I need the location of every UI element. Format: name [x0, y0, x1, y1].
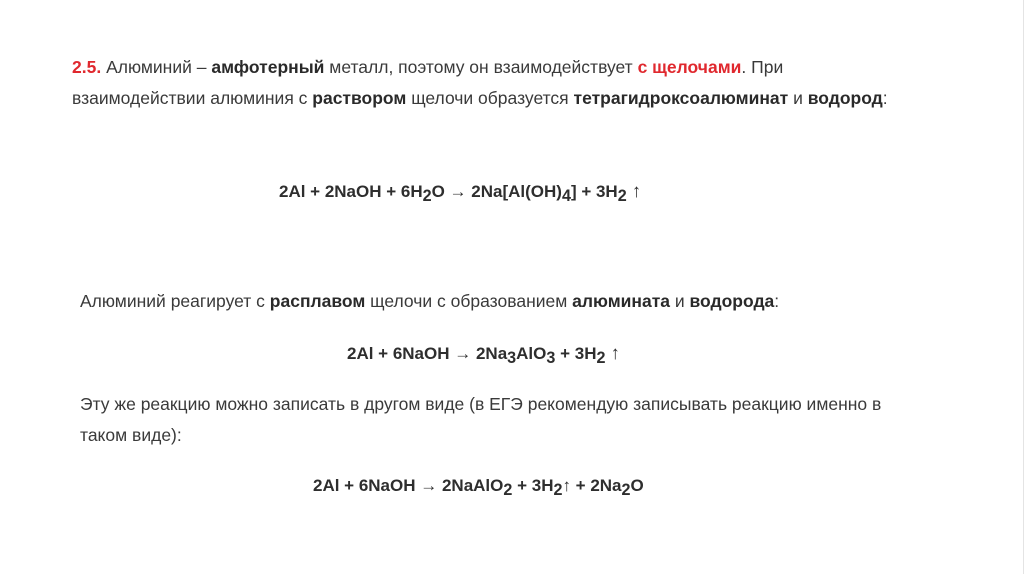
text-span: и	[670, 291, 690, 311]
eq-part: O → 2Na[Al(OH)	[431, 182, 562, 201]
bold-term-aluminate: алюмината	[572, 291, 671, 311]
text-span: Алюминий –	[101, 57, 212, 77]
eq-subscript: 3	[546, 349, 556, 368]
paragraph-amphoteric	[72, 52, 892, 114]
bold-term-hydrogen: водород	[807, 88, 883, 108]
text-span: :	[774, 291, 780, 311]
eq-subscript: 2	[422, 187, 432, 206]
text-span: щелочи образуется	[406, 88, 574, 108]
bold-term-tetrahydroxoaluminate: тетрагидроксоалюминат	[573, 88, 789, 108]
bold-term-melt: расплавом	[269, 291, 366, 311]
eq-subscript: 2	[503, 481, 513, 500]
text-span: щелочи с образованием	[365, 291, 573, 311]
equation-2	[347, 342, 620, 368]
eq-subscript: 2	[621, 481, 631, 500]
eq-part: 2Al + 6NaOH → 2NaAlO	[313, 476, 504, 495]
eq-subscript: 2	[553, 481, 563, 500]
eq-subscript: 2	[596, 349, 606, 368]
bold-term-hydrogen: водорода	[689, 291, 775, 311]
highlight-alkalis: с щелочами	[637, 57, 742, 77]
bold-term-solution: раствором	[312, 88, 407, 108]
text-span: и	[788, 88, 808, 108]
eq-part: + 3H	[555, 344, 597, 363]
eq-part: O	[630, 476, 644, 495]
eq-subscript: 4	[561, 187, 571, 206]
eq-part: ↑ + 2Na	[562, 476, 622, 495]
gas-arrow: ↑	[626, 180, 642, 201]
equation-3	[313, 476, 644, 500]
paragraph-alternative: Эту же реакцию можно записать в другом виде (в ЕГЭ рекомендую записывать реакцию именно в таком виде):	[80, 394, 882, 445]
eq-part: 2Al + 6NaOH → 2Na	[347, 344, 508, 363]
bold-term-amphoteric: амфотерный	[211, 57, 325, 77]
equation-1	[279, 180, 641, 206]
eq-part: + 3H	[512, 476, 554, 495]
eq-part: 2Al + 2NaOH + 6H	[279, 182, 423, 201]
paragraph-melt	[80, 286, 900, 317]
text-span: :	[882, 88, 888, 108]
text-span: . При взаимодействии алюминия с	[72, 57, 784, 108]
text-span: металл, поэтому он взаимодействует	[324, 57, 638, 77]
eq-part: ] + 3H	[570, 182, 618, 201]
eq-part: AlO	[516, 344, 547, 363]
section-number: 2.5.	[72, 57, 102, 77]
gas-arrow: ↑	[605, 342, 620, 363]
eq-subscript: 3	[507, 349, 517, 368]
eq-subscript: 2	[617, 187, 627, 206]
text-span: Алюминий реагирует с	[80, 291, 270, 311]
